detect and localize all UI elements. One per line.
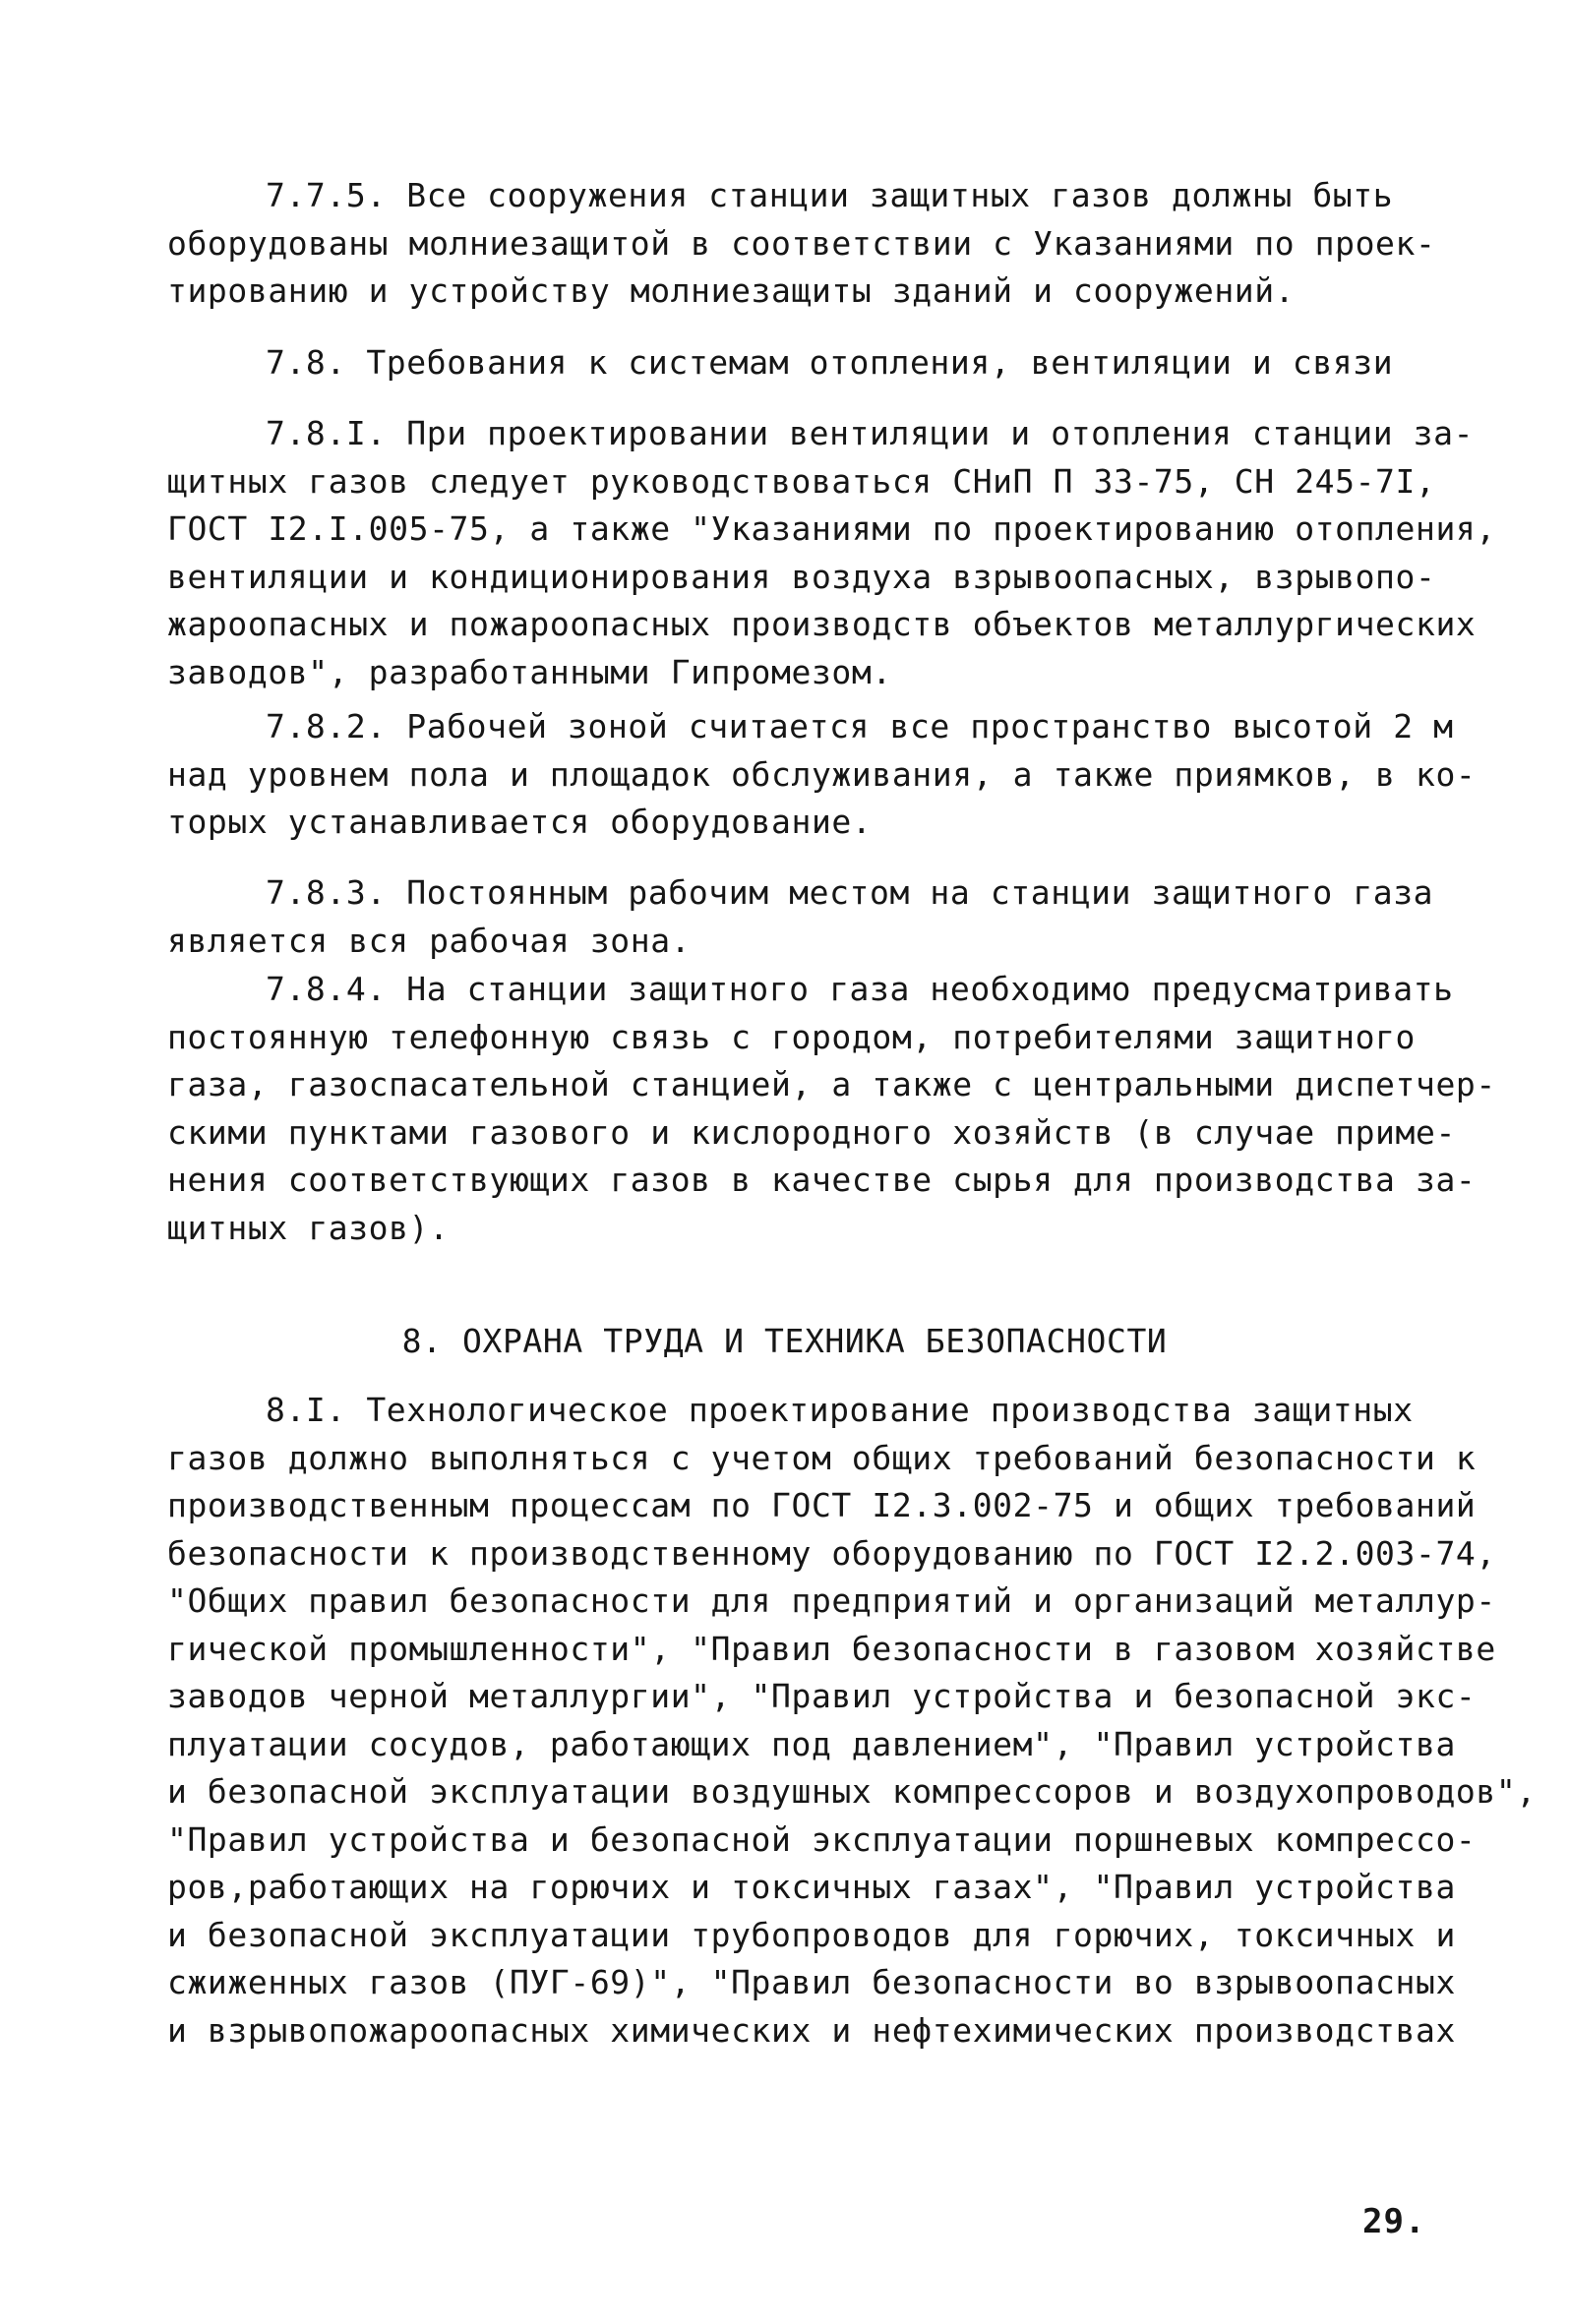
text-line: вентиляции и кондиционирования воздуха взрывоопасных, взрывопо- (167, 557, 1436, 596)
text-line: жароопасных и пожароопасных производств объектов металлургических (167, 605, 1477, 643)
section-heading-8: 8. ОХРАНА ТРУДА И ТЕХНИКА БЕЗОПАСНОСТИ (401, 1322, 1168, 1360)
text-line: газа, газоспасательной станцией, а также с центральными диспетчер- (167, 1065, 1496, 1103)
subheading-7-8 (167, 339, 1456, 387)
text-line: заводов черной металлургии", "Правил устройства и безопасной экс- (167, 1677, 1477, 1715)
text-line: безопасности к производственному оборудованию по ГОСТ I2.2.003-74, (167, 1533, 1496, 1573)
text-line: и безопасной эксплуатации трубопроводов для горючих, токсичных и (167, 1915, 1456, 1954)
text-line: торых устанавливается оборудование. (167, 803, 873, 841)
text-line: является вся рабочая зона. (167, 921, 692, 960)
text-line: плуатации сосудов, работающих под давлением", "Правил устройства (167, 1724, 1456, 1763)
text-line: газов должно выполняться с учетом общих требований безопасности к (167, 1438, 1477, 1477)
page-number: 29. (1362, 2202, 1426, 2241)
paragraph-7-8-4 (167, 966, 1496, 1252)
text-line: щитных газов следует руководствоваться СНиП П 33-75, СН 245-7I, (167, 461, 1436, 501)
paragraph-7-8-3 (167, 869, 1456, 965)
text-line: над уровнем пола и площадок обслуживания, а также приямков, в ко- (167, 754, 1477, 794)
text-line: 7.8.2. Рабочей зоной считается все пространство высотой 2 м (266, 707, 1454, 745)
text-line: ров,работающих на горючих и токсичных газах", "Правил устройства (167, 1868, 1456, 1906)
paragraph-7-8-1 (167, 410, 1496, 696)
text-line: 7.8. Требования к системам отопления, вентиляции и связи (266, 343, 1394, 382)
text-line: оборудованы молниезащитой в соответствии с Указаниями по проек- (167, 223, 1436, 263)
text-line: ГОСТ I2.I.005-75, а также "Указаниями по проектированию отопления, (167, 509, 1496, 548)
text-line: щитных газов). (167, 1208, 450, 1247)
paragraph-7-8-2 (167, 703, 1477, 847)
text-line: 8.I. Технологическое проектирование производства защитных (266, 1391, 1414, 1429)
text-line: постоянную телефонную связь с городом, потребителями защитного (167, 1017, 1416, 1056)
text-line: скими пунктами газового и кислородного хозяйств (в случае приме- (167, 1112, 1456, 1152)
text-line: тированию и устройству молниезащиты зданий и сооружений. (167, 271, 1296, 310)
text-line: 7.8.4. На станции защитного газа необходимо предусматривать (266, 970, 1454, 1008)
text-line: "Правил устройства и безопасной эксплуатации поршневых компрессо- (167, 1819, 1477, 1859)
text-line: сжиженных газов (ПУГ-69)", "Правил безопасности во взрывоопасных (167, 1963, 1456, 2001)
paragraph-7-7-5 (167, 172, 1456, 316)
text-line: 7.7.5. Все сооружения станции защитных газов должны быть (266, 176, 1394, 214)
text-line: и взрывопожароопасных химических и нефтехимических производствах (167, 2010, 1456, 2050)
text-line: и безопасной эксплуатации воздушных компрессоров и воздухопроводов", (167, 1772, 1537, 1811)
text-line: гической промышленности", "Правил безопасности в газовом хозяйстве (167, 1629, 1496, 1668)
text-line: "Общих правил безопасности для предприятий и организаций металлур- (167, 1581, 1496, 1620)
paragraph-8-1 (167, 1387, 1537, 2055)
text-line: заводов", разработанными Гипромезом. (167, 652, 892, 691)
text-line: 7.8.3. Постоянным рабочим местом на станции защитного газа (266, 873, 1434, 912)
text-line: производственным процессам по ГОСТ I2.3.002-75 и общих требований (167, 1486, 1477, 1524)
text-line: 7.8.I. При проектировании вентиляции и отопления станции за- (266, 414, 1475, 452)
text-line: нения соответствующих газов в качестве сырья для производства за- (167, 1161, 1477, 1199)
